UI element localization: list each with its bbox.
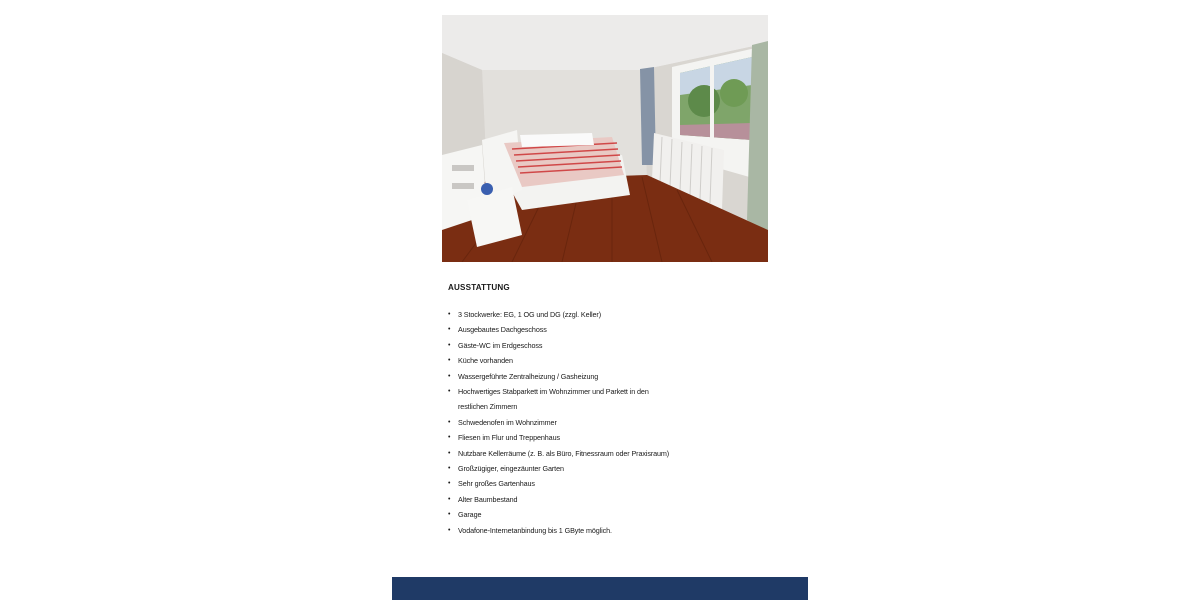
list-item: • Küche vorhanden: [448, 353, 778, 368]
section-heading: AUSSTATTUNG: [448, 282, 510, 292]
list-item: • Vodafone-Internetanbindung bis 1 GByte möglich.: [448, 523, 778, 538]
list-item: • Schwedenofen im Wohnzimmer: [448, 415, 778, 430]
features-list: [448, 307, 778, 538]
list-item: • Ausgebautes Dachgeschoss: [448, 322, 778, 337]
list-item: • Garage: [448, 507, 778, 522]
features-section: [448, 281, 778, 538]
list-item: • Alter Baumbestand: [448, 492, 778, 507]
list-item: • Nutzbare Kellerräume (z. B. als Büro, Fitnessraum oder Praxisraum): [448, 446, 778, 461]
list-item: • Fliesen im Flur und Treppenhaus: [448, 430, 778, 445]
list-item: • Wassergeführte Zentralheizung / Gasheizung: [448, 369, 778, 384]
list-item: • Hochwertiges Stabparkett im Wohnzimmer und Parkett in den restlichen Zimmern: [448, 384, 663, 415]
bedroom-photo: [442, 15, 768, 262]
list-item: • 3 Stockwerke: EG, 1 OG und DG (zzgl. Keller): [448, 307, 778, 322]
list-item: • Großzügiger, eingezäunter Garten: [448, 461, 778, 476]
footer-bar: [392, 577, 808, 600]
list-item: • Gäste-WC im Erdgeschoss: [448, 338, 778, 353]
list-item: • Sehr großes Gartenhaus: [448, 476, 778, 491]
